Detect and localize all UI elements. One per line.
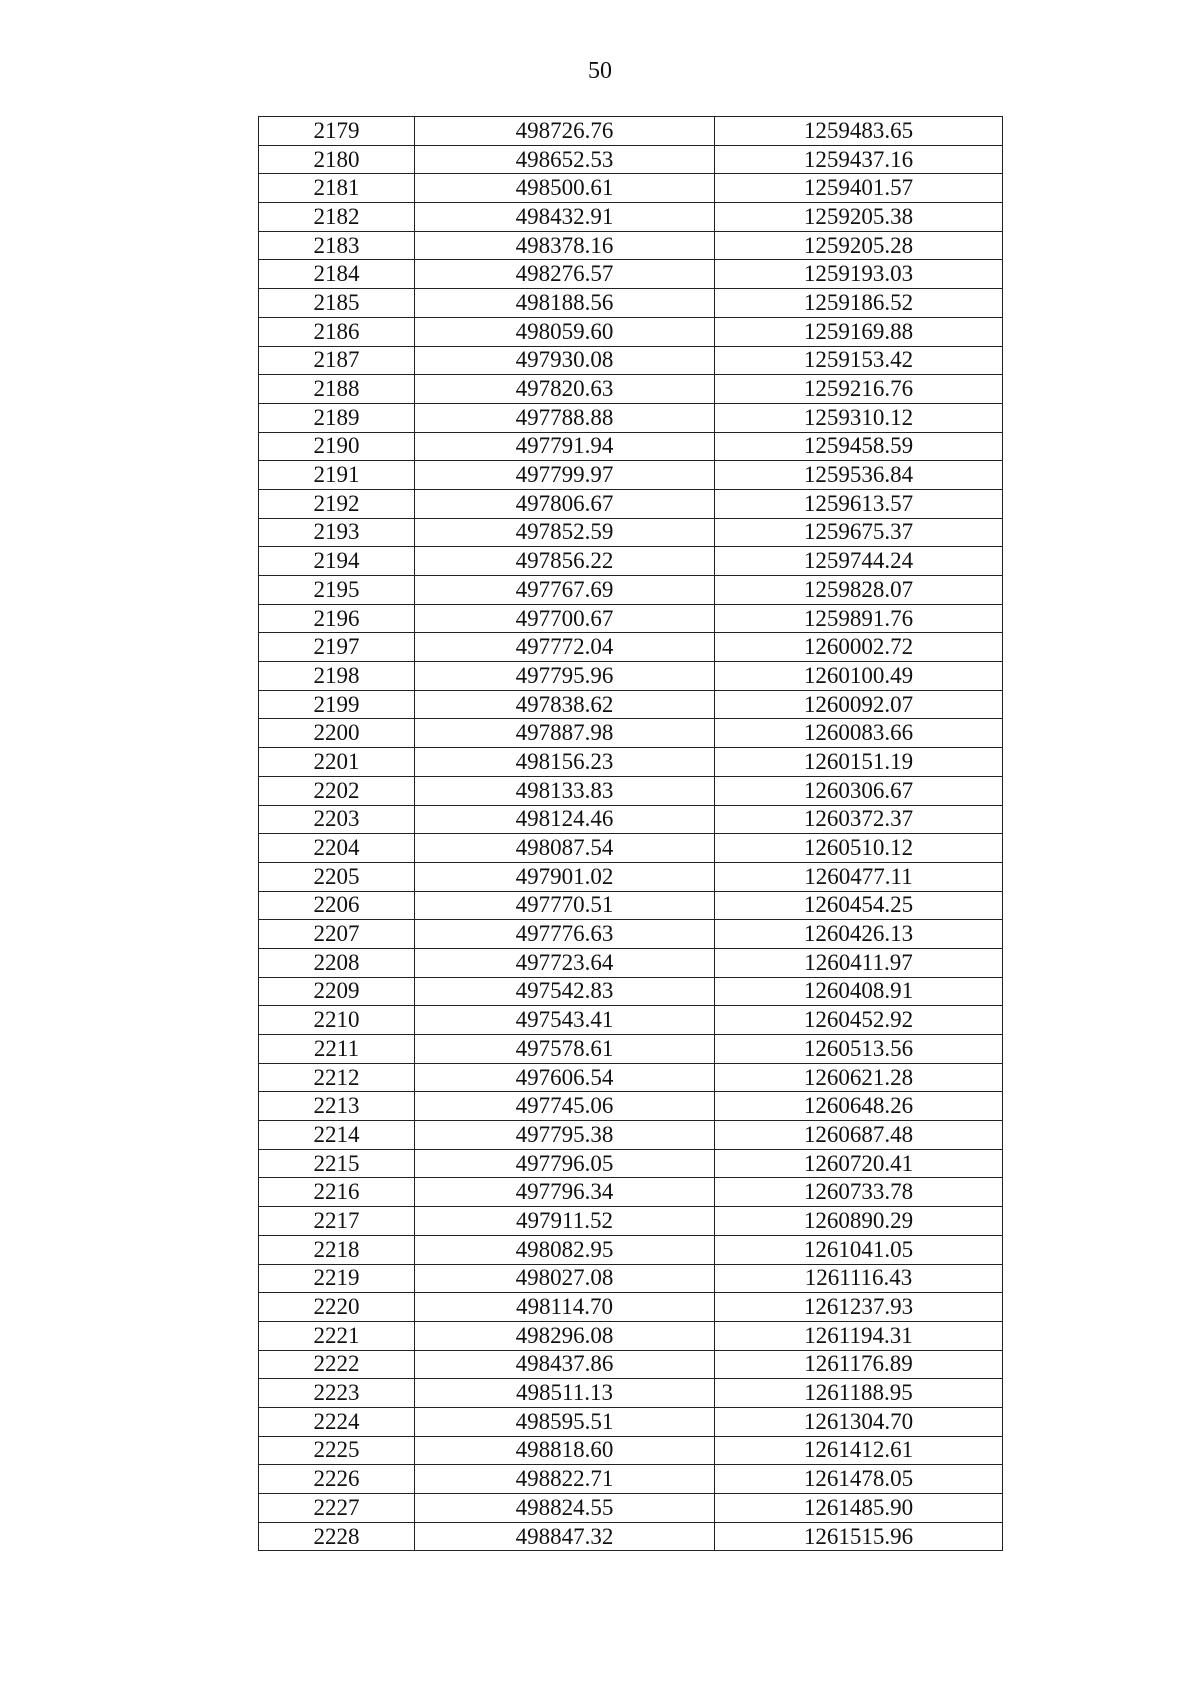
table-row <box>259 547 1003 576</box>
table-row <box>259 1379 1003 1408</box>
y-coordinate-cell: 1259186.52 <box>715 289 1003 318</box>
point-number-cell: 2226 <box>259 1465 415 1494</box>
point-number-cell: 2227 <box>259 1494 415 1523</box>
table-row <box>259 375 1003 404</box>
y-coordinate-cell: 1261485.90 <box>715 1494 1003 1523</box>
point-number-cell: 2218 <box>259 1235 415 1264</box>
table-row <box>259 1407 1003 1436</box>
x-coordinate-cell: 497772.04 <box>415 633 715 662</box>
x-coordinate-cell: 498511.13 <box>415 1379 715 1408</box>
point-number-cell: 2188 <box>259 375 415 404</box>
x-coordinate-cell: 498188.56 <box>415 289 715 318</box>
table-row <box>259 1121 1003 1150</box>
y-coordinate-cell: 1260890.29 <box>715 1207 1003 1236</box>
table-row <box>259 1264 1003 1293</box>
point-number-cell: 2210 <box>259 1006 415 1035</box>
table-row <box>259 1465 1003 1494</box>
x-coordinate-cell: 498652.53 <box>415 145 715 174</box>
point-number-cell: 2225 <box>259 1436 415 1465</box>
x-coordinate-cell: 497852.59 <box>415 518 715 547</box>
x-coordinate-cell: 497820.63 <box>415 375 715 404</box>
x-coordinate-cell: 498437.86 <box>415 1350 715 1379</box>
y-coordinate-cell: 1260510.12 <box>715 834 1003 863</box>
table-row <box>259 1293 1003 1322</box>
point-number-cell: 2186 <box>259 317 415 346</box>
y-coordinate-cell: 1261304.70 <box>715 1407 1003 1436</box>
table-row <box>259 1178 1003 1207</box>
point-number-cell: 2198 <box>259 662 415 691</box>
x-coordinate-cell: 498822.71 <box>415 1465 715 1494</box>
table-row <box>259 633 1003 662</box>
x-coordinate-cell: 498114.70 <box>415 1293 715 1322</box>
point-number-cell: 2204 <box>259 834 415 863</box>
table-row <box>259 145 1003 174</box>
point-number-cell: 2219 <box>259 1264 415 1293</box>
table-row <box>259 260 1003 289</box>
point-number-cell: 2208 <box>259 948 415 977</box>
table-row <box>259 748 1003 777</box>
y-coordinate-cell: 1259193.03 <box>715 260 1003 289</box>
point-number-cell: 2195 <box>259 576 415 605</box>
x-coordinate-cell: 497543.41 <box>415 1006 715 1035</box>
point-number-cell: 2216 <box>259 1178 415 1207</box>
x-coordinate-cell: 497606.54 <box>415 1063 715 1092</box>
y-coordinate-cell: 1259675.37 <box>715 518 1003 547</box>
point-number-cell: 2192 <box>259 489 415 518</box>
point-number-cell: 2180 <box>259 145 415 174</box>
point-number-cell: 2203 <box>259 805 415 834</box>
x-coordinate-cell: 497856.22 <box>415 547 715 576</box>
table-row <box>259 1522 1003 1551</box>
x-coordinate-cell: 497930.08 <box>415 346 715 375</box>
table-row <box>259 1350 1003 1379</box>
table-row <box>259 920 1003 949</box>
table-row <box>259 862 1003 891</box>
y-coordinate-cell: 1259169.88 <box>715 317 1003 346</box>
point-number-cell: 2199 <box>259 690 415 719</box>
x-coordinate-cell: 498156.23 <box>415 748 715 777</box>
point-number-cell: 2194 <box>259 547 415 576</box>
table-row <box>259 719 1003 748</box>
y-coordinate-cell: 1261237.93 <box>715 1293 1003 1322</box>
point-number-cell: 2213 <box>259 1092 415 1121</box>
x-coordinate-cell: 498059.60 <box>415 317 715 346</box>
point-number-cell: 2221 <box>259 1321 415 1350</box>
table-row <box>259 1494 1003 1523</box>
y-coordinate-cell: 1261188.95 <box>715 1379 1003 1408</box>
point-number-cell: 2205 <box>259 862 415 891</box>
point-number-cell: 2185 <box>259 289 415 318</box>
x-coordinate-cell: 497911.52 <box>415 1207 715 1236</box>
table-row <box>259 203 1003 232</box>
y-coordinate-cell: 1260408.91 <box>715 977 1003 1006</box>
y-coordinate-cell: 1259483.65 <box>715 117 1003 146</box>
table-row <box>259 1149 1003 1178</box>
x-coordinate-cell: 497806.67 <box>415 489 715 518</box>
point-number-cell: 2220 <box>259 1293 415 1322</box>
y-coordinate-cell: 1260426.13 <box>715 920 1003 949</box>
y-coordinate-cell: 1261041.05 <box>715 1235 1003 1264</box>
x-coordinate-cell: 497770.51 <box>415 891 715 920</box>
table-row <box>259 604 1003 633</box>
table-row <box>259 403 1003 432</box>
x-coordinate-cell: 498296.08 <box>415 1321 715 1350</box>
page-number: 50 <box>588 58 612 84</box>
table-row <box>259 977 1003 1006</box>
point-number-cell: 2214 <box>259 1121 415 1150</box>
x-coordinate-cell: 498595.51 <box>415 1407 715 1436</box>
x-coordinate-cell: 497578.61 <box>415 1035 715 1064</box>
table-row <box>259 117 1003 146</box>
table-row <box>259 1092 1003 1121</box>
point-number-cell: 2201 <box>259 748 415 777</box>
x-coordinate-cell: 497791.94 <box>415 432 715 461</box>
x-coordinate-cell: 498847.32 <box>415 1522 715 1551</box>
x-coordinate-cell: 497776.63 <box>415 920 715 949</box>
x-coordinate-cell: 498726.76 <box>415 117 715 146</box>
table-row <box>259 805 1003 834</box>
y-coordinate-cell: 1259401.57 <box>715 174 1003 203</box>
x-coordinate-cell: 497838.62 <box>415 690 715 719</box>
point-number-cell: 2200 <box>259 719 415 748</box>
table-row <box>259 1321 1003 1350</box>
y-coordinate-cell: 1259216.76 <box>715 375 1003 404</box>
point-number-cell: 2187 <box>259 346 415 375</box>
x-coordinate-cell: 498082.95 <box>415 1235 715 1264</box>
point-number-cell: 2189 <box>259 403 415 432</box>
table-row <box>259 1235 1003 1264</box>
point-number-cell: 2196 <box>259 604 415 633</box>
y-coordinate-cell: 1260477.11 <box>715 862 1003 891</box>
point-number-cell: 2223 <box>259 1379 415 1408</box>
x-coordinate-cell: 497796.05 <box>415 1149 715 1178</box>
x-coordinate-cell: 498276.57 <box>415 260 715 289</box>
x-coordinate-cell: 498432.91 <box>415 203 715 232</box>
y-coordinate-cell: 1261194.31 <box>715 1321 1003 1350</box>
table-row <box>259 1006 1003 1035</box>
table-row <box>259 174 1003 203</box>
y-coordinate-cell: 1259458.59 <box>715 432 1003 461</box>
y-coordinate-cell: 1261176.89 <box>715 1350 1003 1379</box>
point-number-cell: 2182 <box>259 203 415 232</box>
table-row <box>259 690 1003 719</box>
point-number-cell: 2197 <box>259 633 415 662</box>
y-coordinate-cell: 1259536.84 <box>715 461 1003 490</box>
y-coordinate-cell: 1259310.12 <box>715 403 1003 432</box>
table-row <box>259 432 1003 461</box>
point-number-cell: 2179 <box>259 117 415 146</box>
coordinates-table <box>258 116 1003 1551</box>
y-coordinate-cell: 1260151.19 <box>715 748 1003 777</box>
y-coordinate-cell: 1259153.42 <box>715 346 1003 375</box>
table-row <box>259 948 1003 977</box>
x-coordinate-cell: 497723.64 <box>415 948 715 977</box>
y-coordinate-cell: 1260720.41 <box>715 1149 1003 1178</box>
point-number-cell: 2217 <box>259 1207 415 1236</box>
y-coordinate-cell: 1259891.76 <box>715 604 1003 633</box>
x-coordinate-cell: 498824.55 <box>415 1494 715 1523</box>
x-coordinate-cell: 497745.06 <box>415 1092 715 1121</box>
point-number-cell: 2224 <box>259 1407 415 1436</box>
table-row <box>259 1207 1003 1236</box>
table-row <box>259 461 1003 490</box>
point-number-cell: 2190 <box>259 432 415 461</box>
point-number-cell: 2209 <box>259 977 415 1006</box>
table-row <box>259 289 1003 318</box>
x-coordinate-cell: 497887.98 <box>415 719 715 748</box>
table-row <box>259 317 1003 346</box>
table-row <box>259 891 1003 920</box>
table-row <box>259 1063 1003 1092</box>
y-coordinate-cell: 1260306.67 <box>715 776 1003 805</box>
table-row <box>259 1035 1003 1064</box>
table-row <box>259 662 1003 691</box>
table-row <box>259 346 1003 375</box>
x-coordinate-cell: 497788.88 <box>415 403 715 432</box>
y-coordinate-cell: 1259828.07 <box>715 576 1003 605</box>
y-coordinate-cell: 1260083.66 <box>715 719 1003 748</box>
x-coordinate-cell: 497542.83 <box>415 977 715 1006</box>
point-number-cell: 2193 <box>259 518 415 547</box>
y-coordinate-cell: 1260687.48 <box>715 1121 1003 1150</box>
point-number-cell: 2215 <box>259 1149 415 1178</box>
y-coordinate-cell: 1261478.05 <box>715 1465 1003 1494</box>
y-coordinate-cell: 1259205.28 <box>715 231 1003 260</box>
x-coordinate-cell: 497796.34 <box>415 1178 715 1207</box>
table-row <box>259 576 1003 605</box>
coordinates-table-body <box>259 117 1003 1551</box>
point-number-cell: 2184 <box>259 260 415 289</box>
x-coordinate-cell: 497901.02 <box>415 862 715 891</box>
y-coordinate-cell: 1259205.38 <box>715 203 1003 232</box>
point-number-cell: 2228 <box>259 1522 415 1551</box>
y-coordinate-cell: 1260002.72 <box>715 633 1003 662</box>
x-coordinate-cell: 497795.96 <box>415 662 715 691</box>
x-coordinate-cell: 498087.54 <box>415 834 715 863</box>
y-coordinate-cell: 1260454.25 <box>715 891 1003 920</box>
point-number-cell: 2212 <box>259 1063 415 1092</box>
x-coordinate-cell: 498500.61 <box>415 174 715 203</box>
x-coordinate-cell: 497795.38 <box>415 1121 715 1150</box>
y-coordinate-cell: 1260648.26 <box>715 1092 1003 1121</box>
y-coordinate-cell: 1260372.37 <box>715 805 1003 834</box>
x-coordinate-cell: 497700.67 <box>415 604 715 633</box>
table-row <box>259 489 1003 518</box>
x-coordinate-cell: 498378.16 <box>415 231 715 260</box>
table-row <box>259 518 1003 547</box>
y-coordinate-cell: 1260092.07 <box>715 690 1003 719</box>
y-coordinate-cell: 1260733.78 <box>715 1178 1003 1207</box>
x-coordinate-cell: 498027.08 <box>415 1264 715 1293</box>
y-coordinate-cell: 1260513.56 <box>715 1035 1003 1064</box>
table-row <box>259 1436 1003 1465</box>
point-number-cell: 2207 <box>259 920 415 949</box>
table-row <box>259 834 1003 863</box>
x-coordinate-cell: 497767.69 <box>415 576 715 605</box>
y-coordinate-cell: 1259437.16 <box>715 145 1003 174</box>
point-number-cell: 2181 <box>259 174 415 203</box>
point-number-cell: 2183 <box>259 231 415 260</box>
y-coordinate-cell: 1260100.49 <box>715 662 1003 691</box>
table-row <box>259 231 1003 260</box>
y-coordinate-cell: 1259744.24 <box>715 547 1003 576</box>
y-coordinate-cell: 1261412.61 <box>715 1436 1003 1465</box>
point-number-cell: 2191 <box>259 461 415 490</box>
x-coordinate-cell: 498124.46 <box>415 805 715 834</box>
x-coordinate-cell: 497799.97 <box>415 461 715 490</box>
y-coordinate-cell: 1260411.97 <box>715 948 1003 977</box>
table-row <box>259 776 1003 805</box>
y-coordinate-cell: 1259613.57 <box>715 489 1003 518</box>
x-coordinate-cell: 498133.83 <box>415 776 715 805</box>
y-coordinate-cell: 1261515.96 <box>715 1522 1003 1551</box>
point-number-cell: 2222 <box>259 1350 415 1379</box>
x-coordinate-cell: 498818.60 <box>415 1436 715 1465</box>
point-number-cell: 2206 <box>259 891 415 920</box>
y-coordinate-cell: 1260621.28 <box>715 1063 1003 1092</box>
point-number-cell: 2211 <box>259 1035 415 1064</box>
point-number-cell: 2202 <box>259 776 415 805</box>
y-coordinate-cell: 1261116.43 <box>715 1264 1003 1293</box>
y-coordinate-cell: 1260452.92 <box>715 1006 1003 1035</box>
